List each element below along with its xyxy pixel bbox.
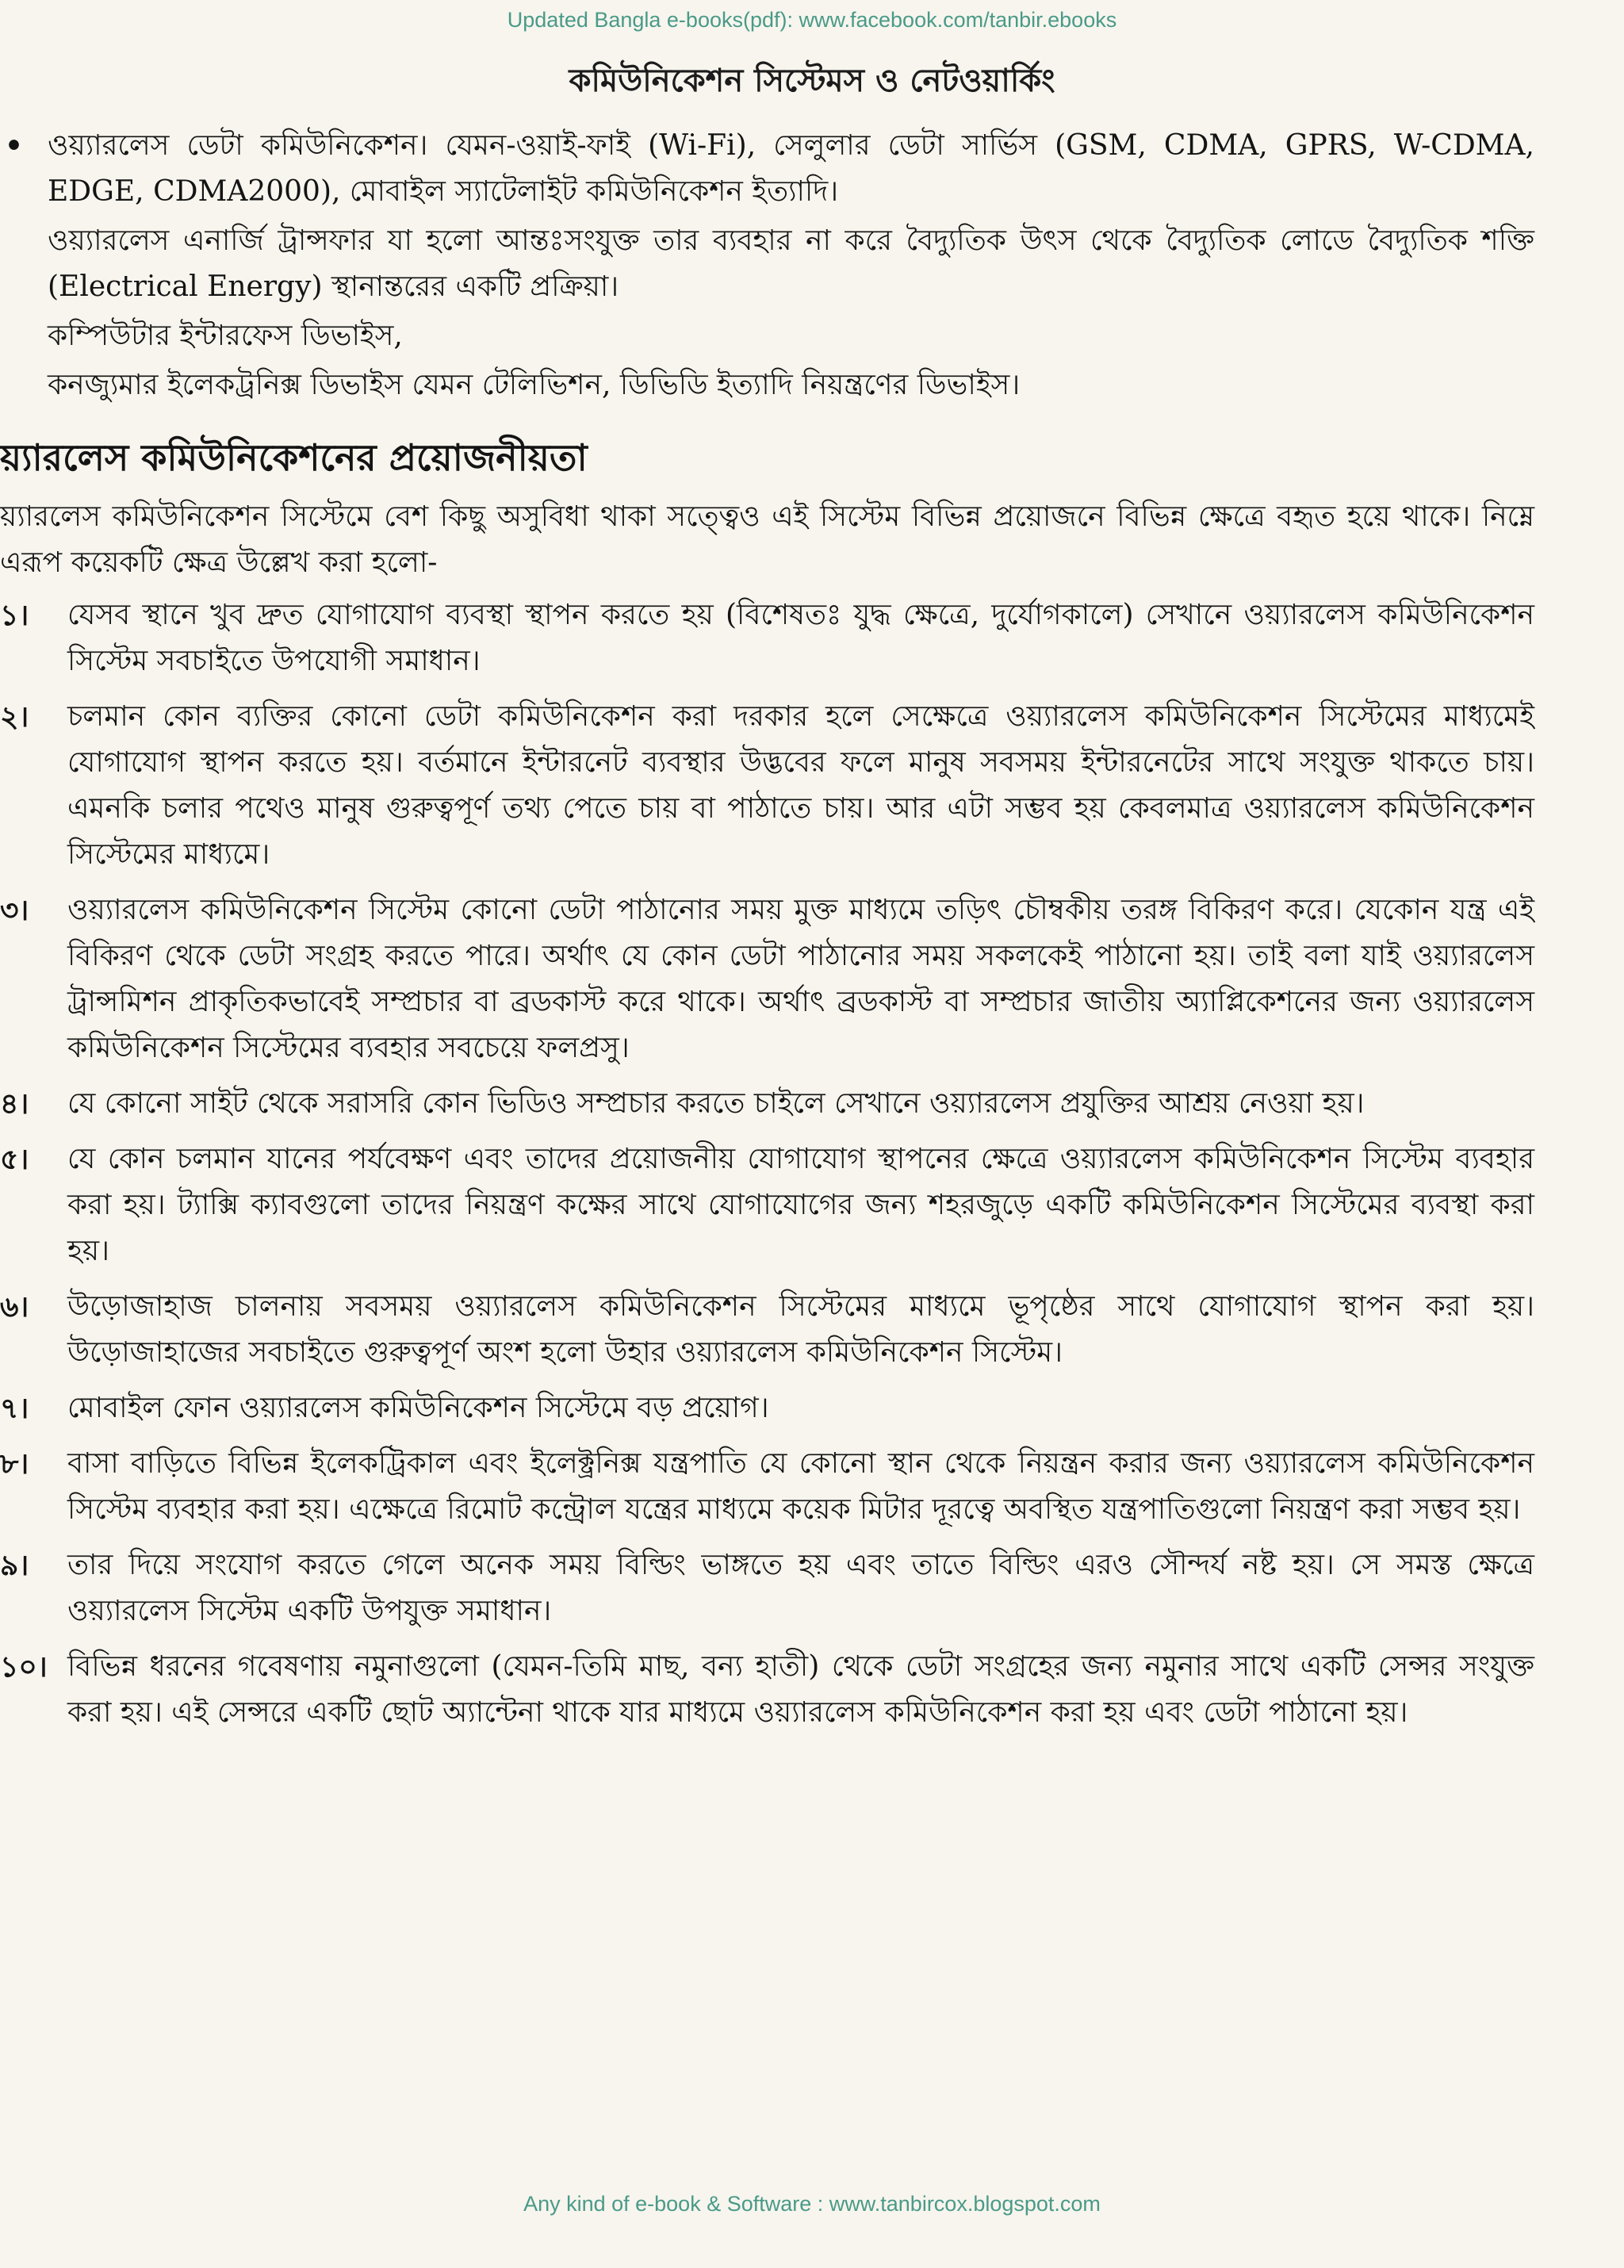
list-item xyxy=(0,887,1534,1071)
list-item-text: মোবাইল ফোন ওয়্যারলেস কমিউনিকেশন সিস্টেমে বড় প্রয়োগ। xyxy=(67,1392,769,1424)
bottom-banner: Any kind of e-book & Software : www.tanbircox.blogspot.com xyxy=(523,2192,1101,2216)
list-number: ৪। xyxy=(0,1087,29,1121)
list-item xyxy=(0,592,1534,684)
list-item-text: চলমান কোন ব্যক্তির কোনো ডেটা কমিউনিকেশন করা দরকার হলে সেক্ষেত্রে ওয়্যারলেস কমিউনিকেশন সিস্টেমের মাধ্যমেই যোগাযোগ স্থাপন করতে হয়। বর্তমানে ইন্টারনেট ব্যবস্থার উদ্ভবের ফলে মানুষ সবসময় ইন্টারনেটের সাথে সংযুক্ত থাকতে চায়। এমনকি চলার পথেও মানুষ গুরুত্বপূর্ণ তথ্য পেতে চায় বা পাঠাতে চায়। আর এটা সম্ভব হয় কেবলমাত্র ওয়্যারলেস কমিউনিকেশন সিস্টেমের মাধ্যমে। xyxy=(67,700,1534,871)
running-title: কমিউনিকেশন সিস্টেমস ও নেটওয়ার্কিং xyxy=(569,62,1055,99)
list-item-text: ওয়্যারলেস কমিউনিকেশন সিস্টেম কোনো ডেটা পাঠানোর সময় মুক্ত মাধ্যমে তড়িৎ চৌম্বকীয় তরঙ্গ বিকিরণ করে। যেকোন যন্ত্র এই বিকিরণ থেকে ডেটা সংগ্রহ করতে পারে। অর্থাৎ যে কোন ডেটা পাঠানোর সময় সকলকেই পাঠানো হয়। তাই বলা যাই ওয়্যারলেস ট্রান্সমিশন প্রাকৃতিকভাবেই সম্প্রচার বা ব্রডকাস্ট করে থাকে। অর্থাৎ ব্রডকাস্ট বা সম্প্রচার জাতীয় অ্যাপ্লিকেশনের জন্য ওয়্যারলেস কমিউনিকেশন সিস্টেমের ব্যবহার সবচেয়ে ফলপ্রসু। xyxy=(67,894,1534,1064)
lead-item xyxy=(0,123,1534,215)
lead-item xyxy=(0,313,1534,359)
list-item-text: যেসব স্থানে খুব দ্রুত যোগাযোগ ব্যবস্থা স্থাপন করতে হয় (বিশেষতঃ যুদ্ধ ক্ষেত্রে, দুর্যোগকালে) সেখানে ওয়্যারলেস কমিউনিকেশন সিস্টেম সবচাইতে উপযোগী সমাধান। xyxy=(67,599,1534,677)
list-item xyxy=(0,1542,1534,1634)
list-item xyxy=(0,694,1534,878)
list-item xyxy=(0,1081,1534,1127)
list-number: ৭। xyxy=(0,1392,29,1425)
lead-item xyxy=(0,218,1534,310)
lead-item-text: কম্পিউটার ইন্টারফেস ডিভাইস, xyxy=(48,320,403,352)
section-heading: য়্যারলেস কমিউনিকেশনের প্রয়োজনীয়তা xyxy=(0,436,588,479)
list-number: ৯। xyxy=(0,1549,29,1582)
list-number: ৮। xyxy=(0,1447,29,1481)
list-item xyxy=(0,1385,1534,1431)
list-item-text: যে কোন চলমান যানের পর্যবেক্ষণ এবং তাদের প্রয়োজনীয় যোগাযোগ স্থাপনের ক্ষেত্রে ওয়্যারলেস কমিউনিকেশন সিস্টেম ব্যবহার করা হয়। ট্যাক্সি ক্যাবগুলো তাদের নিয়ন্ত্রণ কক্ষের সাথে যোগাযোগের জন্য শহরজুড়ে একটি কমিউনিকেশন সিস্টেমের ব্যবস্থা করা হয়। xyxy=(67,1143,1534,1267)
lead-item-text: কনজ্যুমার ইলেকট্রনিক্স ডিভাইস যেমন টেলিভিশন, ডিভিডি ইত্যাদি নিয়ন্ত্রণের ডিভাইস। xyxy=(48,369,1021,401)
list-item xyxy=(0,1284,1534,1376)
list-number: ৫। xyxy=(0,1143,29,1176)
top-banner: Updated Bangla e-books(pdf): www.facebook.com/tanbir.ebooks xyxy=(507,8,1117,32)
list-item xyxy=(0,1136,1534,1274)
list-item-text: তার দিয়ে সংযোগ করতে গেলে অনেক সময় বিল্ডিং ভাঙ্গতে হয় এবং তাতে বিল্ডিং এরও সৌন্দর্য নষ্ট হয়। সে সমস্ত ক্ষেত্রে ওয়্যারলেস সিস্টেম একটি উপযুক্ত সমাধান। xyxy=(67,1549,1534,1627)
list-number: ৬। xyxy=(0,1290,29,1324)
lead-item-text: ওয়্যারলেস ডেটা কমিউনিকেশন। যেমন-ওয়াই-ফাই (Wi-Fi), সেলুলার ডেটা সার্ভিস (GSM, CDMA, GPRS, W-CDMA, EDGE, CDMA2000), মোবাইল স্যাটেলাইট কমিউনিকেশন ইত্যাদি। xyxy=(48,129,1534,208)
list-number: ৩। xyxy=(0,894,29,927)
list-number: ২। xyxy=(0,700,29,734)
section-intro: য়্যারলেস কমিউনিকেশন সিস্টেমে বেশ কিছু অসুবিধা থাকা সত্ত্বেও এই সিস্টেম বিভিন্ন প্রয়োজনে বিভিন্ন ক্ষেত্রে বহৃত হয়ে থাকে। নিম্নে এরূপ কয়েকটি ক্ষেত্র উল্লেখ করা হলো- xyxy=(0,500,1534,579)
lead-item-text: ওয়্যারলেস এনার্জি ট্রান্সফার যা হলো আন্তঃসংযুক্ত তার ব্যবহার না করে বৈদ্যুতিক উৎস থেকে বৈদ্যুতিক লোডে বৈদ্যুতিক শক্তি (Electrical Energy) স্থানান্তরের একটি প্রক্রিয়া। xyxy=(48,224,1534,303)
list-number: ১০। xyxy=(0,1650,48,1684)
list-number: ১। xyxy=(0,599,29,632)
page-body xyxy=(0,123,1534,1745)
bullet-marker: • xyxy=(5,129,24,163)
list-item-text: যে কোনো সাইট থেকে সরাসরি কোন ভিডিও সম্প্রচার করতে চাইলে সেখানে ওয়্যারলেস প্রযুক্তির আশ্রয় নেওয়া হয়। xyxy=(67,1087,1365,1120)
list-item xyxy=(0,1644,1534,1736)
list-item xyxy=(0,1441,1534,1533)
list-item-text: বিভিন্ন ধরনের গবেষণায় নমুনাগুলো (যেমন-তিমি মাছ, বন্য হাতী) থেকে ডেটা সংগ্রহের জন্য নমুনার সাথে একটি সেন্সর সংযুক্ত করা হয়। এই সেন্সরে একটি ছোট অ্যান্টেনা থাকে যার মাধ্যমে ওয়্যারলেস কমিউনিকেশন করা হয় এবং ডেটা পাঠানো হয়। xyxy=(67,1650,1534,1729)
list-item-text: উড়োজাহাজ চালনায় সবসময় ওয়্যারলেস কমিউনিকেশন সিস্টেমের মাধ্যমে ভূপৃষ্ঠের সাথে যোগাযোগ স্থাপন করা হয়। উড়োজাহাজের সবচাইতে গুরুত্বপূর্ণ অংশ হলো উহার ওয়্যারলেস কমিউনিকেশন সিস্টেম। xyxy=(67,1290,1534,1369)
list-item-text: বাসা বাড়িতে বিভিন্ন ইলেকট্রিকাল এবং ইলেক্ট্রনিক্স যন্ত্রপাতি যে কোনো স্থান থেকে নিয়ন্ত্রন করার জন্য ওয়্যারলেস কমিউনিকেশন সিস্টেম ব্যবহার করা হয়। এক্ষেত্রে রিমোট কন্ট্রোল যন্ত্রের মাধ্যমে কয়েক মিটার দূরত্বে অবস্থিত যন্ত্রপাতিগুলো নিয়ন্ত্রণ করা সম্ভব হয়। xyxy=(67,1447,1534,1526)
lead-item xyxy=(0,362,1534,408)
